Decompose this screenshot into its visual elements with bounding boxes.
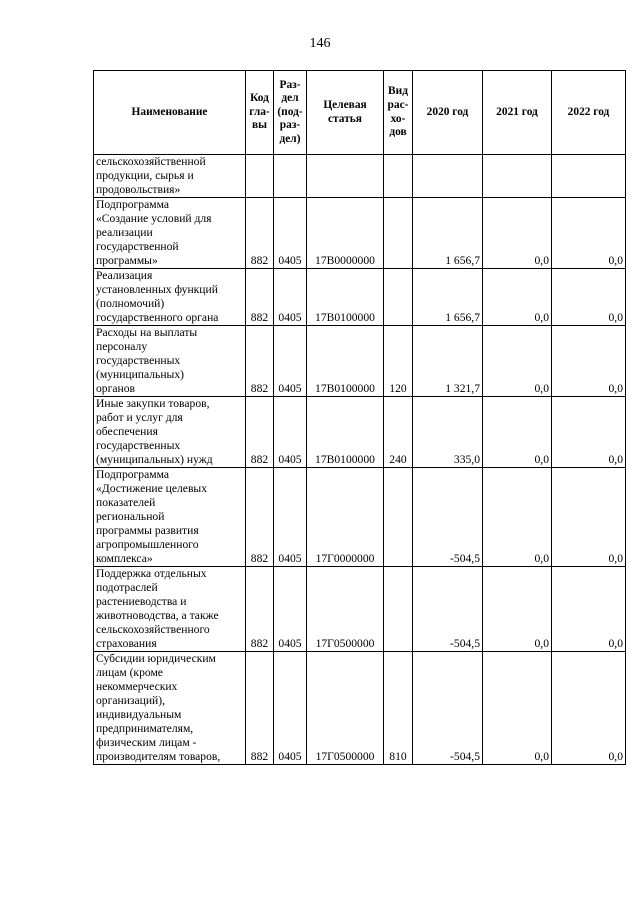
row-2021: 0,0 <box>483 567 552 652</box>
row-name: Расходы на выплаты персоналу государственных (муниципальных) органов <box>94 326 246 397</box>
row-target: 17В0100000 <box>307 326 384 397</box>
table-row <box>94 155 626 198</box>
row-name: Реализация установленных функций (полномочий) государственного органа <box>94 269 246 326</box>
row-2020: 1 656,7 <box>413 198 483 269</box>
row-section: 0405 <box>274 397 307 468</box>
header-section: Раз- дел (под- раз- дел) <box>274 71 307 155</box>
row-2020: 335,0 <box>413 397 483 468</box>
row-2022: 0,0 <box>552 397 626 468</box>
row-expense-type <box>384 155 413 198</box>
row-2022: 0,0 <box>552 652 626 765</box>
row-section <box>274 155 307 198</box>
row-2022: 0,0 <box>552 468 626 567</box>
row-section: 0405 <box>274 326 307 397</box>
row-2021: 0,0 <box>483 397 552 468</box>
row-name: Субсидии юридическим лицам (кроме некоммерческих организаций), индивидуальным предпринимателям, физическим лицам - производителям товаров, <box>94 652 246 765</box>
table-row <box>94 468 626 567</box>
row-name: сельскохозяйственной продукции, сырья и продовольствия» <box>94 155 246 198</box>
row-name: Поддержка отдельных подотраслей растениеводства и животноводства, а также сельскохозяйственного страхования <box>94 567 246 652</box>
row-chapter <box>246 155 274 198</box>
header-2021: 2021 год <box>483 71 552 155</box>
row-section: 0405 <box>274 198 307 269</box>
row-2022: 0,0 <box>552 567 626 652</box>
row-target: 17В0100000 <box>307 269 384 326</box>
row-name: Подпрограмма «Создание условий для реализации государственной программы» <box>94 198 246 269</box>
row-2022 <box>552 155 626 198</box>
table-row <box>94 567 626 652</box>
table-row <box>94 198 626 269</box>
row-expense-type: 810 <box>384 652 413 765</box>
row-target: 17Г0500000 <box>307 652 384 765</box>
row-2021: 0,0 <box>483 326 552 397</box>
table-header-row <box>94 71 626 155</box>
budget-table <box>93 70 626 765</box>
row-section: 0405 <box>274 269 307 326</box>
row-section: 0405 <box>274 567 307 652</box>
row-expense-type <box>384 269 413 326</box>
header-2020: 2020 год <box>413 71 483 155</box>
row-chapter: 882 <box>246 269 274 326</box>
row-expense-type <box>384 468 413 567</box>
row-expense-type <box>384 567 413 652</box>
row-2021: 0,0 <box>483 468 552 567</box>
page-number: 146 <box>309 36 331 51</box>
table-row <box>94 397 626 468</box>
header-2022: 2022 год <box>552 71 626 155</box>
row-chapter: 882 <box>246 468 274 567</box>
row-2020: -504,5 <box>413 652 483 765</box>
table-row <box>94 269 626 326</box>
row-expense-type <box>384 198 413 269</box>
row-2020: -504,5 <box>413 468 483 567</box>
row-chapter: 882 <box>246 326 274 397</box>
row-chapter: 882 <box>246 397 274 468</box>
table-row <box>94 652 626 765</box>
row-2021 <box>483 155 552 198</box>
row-2020: -504,5 <box>413 567 483 652</box>
row-2020 <box>413 155 483 198</box>
row-2022: 0,0 <box>552 198 626 269</box>
row-chapter: 882 <box>246 567 274 652</box>
header-chapter: Код гла- вы <box>246 71 274 155</box>
header-name: Наименование <box>94 71 246 155</box>
row-section: 0405 <box>274 652 307 765</box>
row-2022: 0,0 <box>552 269 626 326</box>
row-target: 17Г0500000 <box>307 567 384 652</box>
row-expense-type: 240 <box>384 397 413 468</box>
row-target: 17Г0000000 <box>307 468 384 567</box>
row-target: 17В0000000 <box>307 198 384 269</box>
row-2021: 0,0 <box>483 269 552 326</box>
row-2021: 0,0 <box>483 198 552 269</box>
header-target: Целевая статья <box>307 71 384 155</box>
table-row <box>94 326 626 397</box>
row-2021: 0,0 <box>483 652 552 765</box>
header-expense-type: Вид рас- хо- дов <box>384 71 413 155</box>
row-2020: 1 321,7 <box>413 326 483 397</box>
row-chapter: 882 <box>246 652 274 765</box>
row-section: 0405 <box>274 468 307 567</box>
row-expense-type: 120 <box>384 326 413 397</box>
row-name: Иные закупки товаров, работ и услуг для обеспечения государственных (муниципальных) нужд <box>94 397 246 468</box>
row-2020: 1 656,7 <box>413 269 483 326</box>
row-target <box>307 155 384 198</box>
row-chapter: 882 <box>246 198 274 269</box>
row-name: Подпрограмма «Достижение целевых показателей региональной программы развития агропромышленного комплекса» <box>94 468 246 567</box>
row-target: 17В0100000 <box>307 397 384 468</box>
row-2022: 0,0 <box>552 326 626 397</box>
